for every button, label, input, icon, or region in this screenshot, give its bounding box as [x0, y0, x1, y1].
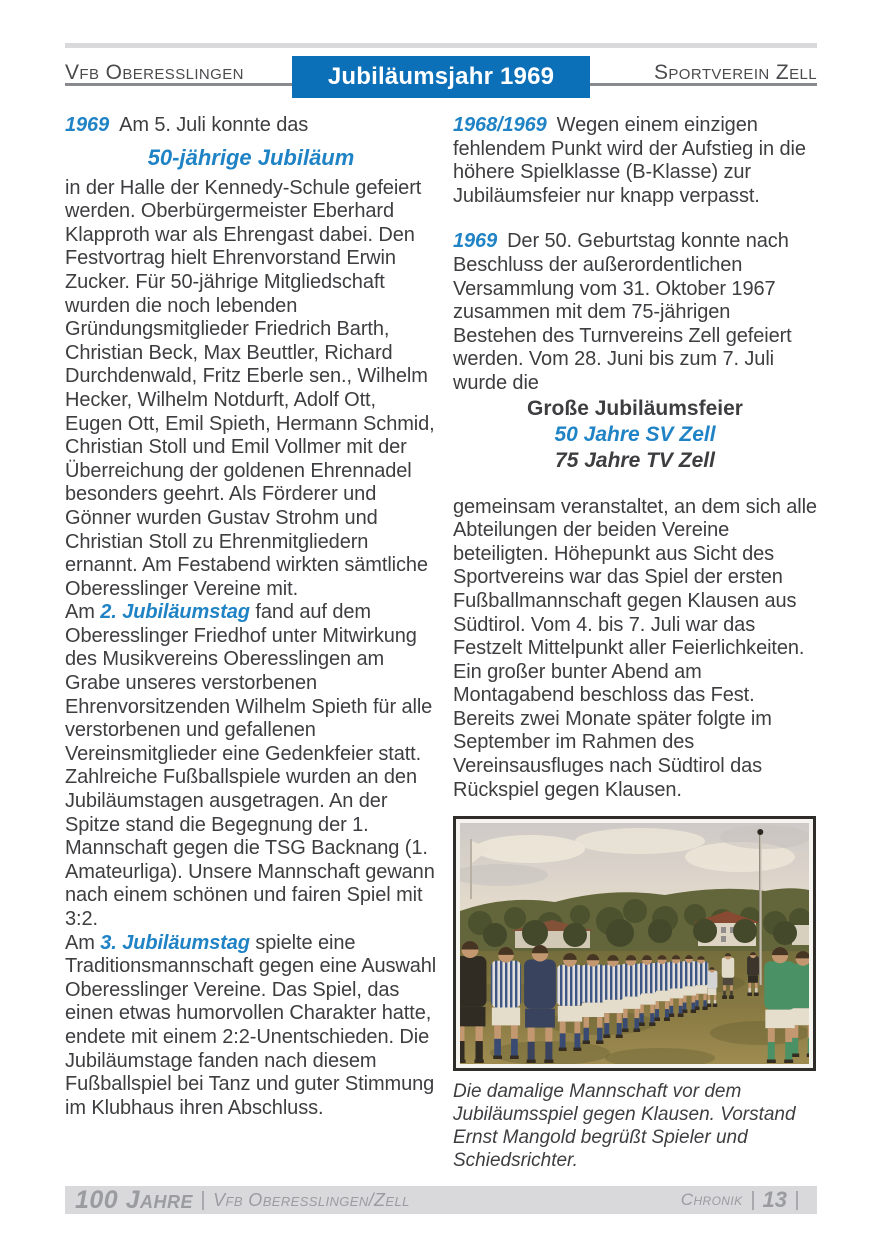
footer-separator — [752, 1191, 754, 1210]
section-heading: Große Jubiläumsfeier — [527, 396, 743, 420]
paragraph — [65, 601, 437, 931]
paragraph — [453, 230, 817, 395]
footer-section-label: Chronik — [680, 1190, 743, 1209]
column-right — [453, 114, 817, 1172]
body-text: Wegen einem einzigen fehlendem Punkt wird der Aufstieg in die höhere Spielklasse (B-Klasse) zur Jubiläumsfeier nur knapp verpasst. — [453, 114, 806, 207]
inline-accent-text: 2. Jubiläumstag — [100, 601, 250, 624]
body-text: Am 5. Juli konnte das — [119, 114, 309, 136]
footer-page-number: 13 — [762, 1187, 787, 1212]
paragraph — [65, 932, 437, 1121]
paragraph — [453, 114, 817, 208]
inline-accent-text: 3. Jubiläumstag — [100, 931, 250, 954]
body-text: Der 50. Geburtstag konnte nach Beschluss der außerordentlichen Versammlung vom 31. Oktober 1967 zusammen mit dem 75-jährigen Bestehen des Turnvereins Zell gefeiert werden. Vom 28. Juni bis zum 7. Juli wurde die — [453, 230, 792, 394]
body-text: Am — [65, 601, 101, 624]
footer-separator — [796, 1191, 798, 1210]
body-text: Bereits zwei Monate später folgte im September im Rahmen des Vereinsausfluges nach Südtirol das Rückspiel gegen Klausen. — [453, 707, 772, 801]
text-columns — [65, 114, 817, 1172]
body-text: spielte eine Traditionsmannschaft gegen eine Auswahl Oberesslinger Vereine. Das Spiel, das einen etwas humorvollen Charakter hatte, endete mit einem 2:2-Unentschieden. Die Jubiläumstage fanden nach diesem Fußballspiel bei Tanz und guter Stimmung im Klubhaus ihren Abschluss. — [65, 931, 437, 1119]
body-text: gemeinsam veranstaltet, an dem sich alle Abteilungen der beiden Vereine beteiligten. Höhepunkt aus Sicht des Sportvereins war das Spiel der ersten Fußballmannschaft gegen Klausen aus Südtirol. Vom 4. bis 7. Juli war das Festzelt Mittelpunkt aller Feierlichkeiten. Ein großer bunter Abend am Montagabend beschloss das Fest. — [453, 495, 817, 707]
inline-year-marker: 1969 — [65, 114, 110, 136]
paragraph — [453, 708, 817, 802]
header-right-label: Sportverein Zell — [653, 61, 817, 84]
body-text: in der Halle der Kennedy-Schule gefeiert werden. Oberbürgermeister Eberhard Klapproth war als Ehrengast dabei. Den Festvortrag hielt Ehrenvorstand Erwin Zucker. Für 50-jährige Mitgliedschaft wurden die noch lebenden Gründungsmitglieder Friedrich Barth, Christian Beck, Max Beuttler, Richard Durchdenwald, Fritz Eberle sen., Wilhelm Hecker, Wilhelm Notdurft, Adolf Ott, Eugen Ott, Emil Spieth, Hermann Schmid, Christian Stoll und Emil Vollmer mit der Überreichung der goldenen Ehrennadel besonders geehrt. Als Förderer und Gönner wurden Gustav Strohm und Christian Stoll zu Ehrenmitgliedern ernannt. Am Festabend wirkten sämtliche Oberesslinger Vereine mit. — [65, 176, 435, 600]
page-top-rule — [65, 43, 817, 48]
team-photo-graphic — [460, 823, 809, 1064]
page-header — [65, 56, 817, 102]
footer-separator — [202, 1191, 204, 1210]
section-heading: 50-jährige Jubiläum — [147, 144, 355, 170]
paragraph — [65, 177, 437, 602]
page-footer — [65, 1186, 817, 1214]
footer-brand: 100 Jahre — [75, 1185, 194, 1214]
footer-club-label: Vfb Oberesslingen/Zell — [213, 1189, 410, 1210]
body-text: Am — [65, 931, 101, 954]
section-heading: 50 Jahre SV Zell — [554, 422, 716, 446]
column-left — [65, 114, 437, 1172]
photo-caption: Die damalige Mannschaft vor dem Jubiläumsspiel gegen Klausen. Vorstand Ernst Mangold begrüßt Spieler und Schiedsrichter. — [453, 1081, 796, 1172]
page-title: Jubiläumsjahr 1969 — [327, 63, 555, 90]
inline-year-marker: 1968/1969 — [453, 114, 547, 136]
footer-right-group — [681, 1187, 807, 1213]
column-right-text — [453, 114, 817, 802]
team-photo — [453, 816, 816, 1071]
paragraph — [453, 496, 817, 708]
inline-year-marker: 1969 — [453, 230, 498, 253]
paragraph — [65, 114, 437, 138]
header-left-label: Vfb Oberesslingen — [65, 61, 244, 84]
section-heading: 75 Jahre TV Zell — [555, 448, 715, 472]
header-title-banner — [292, 56, 590, 98]
body-text: fand auf dem Oberesslinger Friedhof unter Mitwirkung des Musikvereins Oberesslingen am Grabe unseres verstorbenen Ehrenvorsitzenden Wilhelm Spieth für alle verstorbenen und gefallenen Vereinsmitglieder eine Gedenkfeier statt. Zahlreiche Fußballspiele wurden an den Jubiläumstagen ausgetragen. An der Spitze stand die Begegnung der 1. Mannschaft gegen die TSG Backnang (1. Amateurliga). Unsere Mannschaft gewann nach einem schönen und fairen Spiel mit 3:2. — [65, 601, 435, 930]
